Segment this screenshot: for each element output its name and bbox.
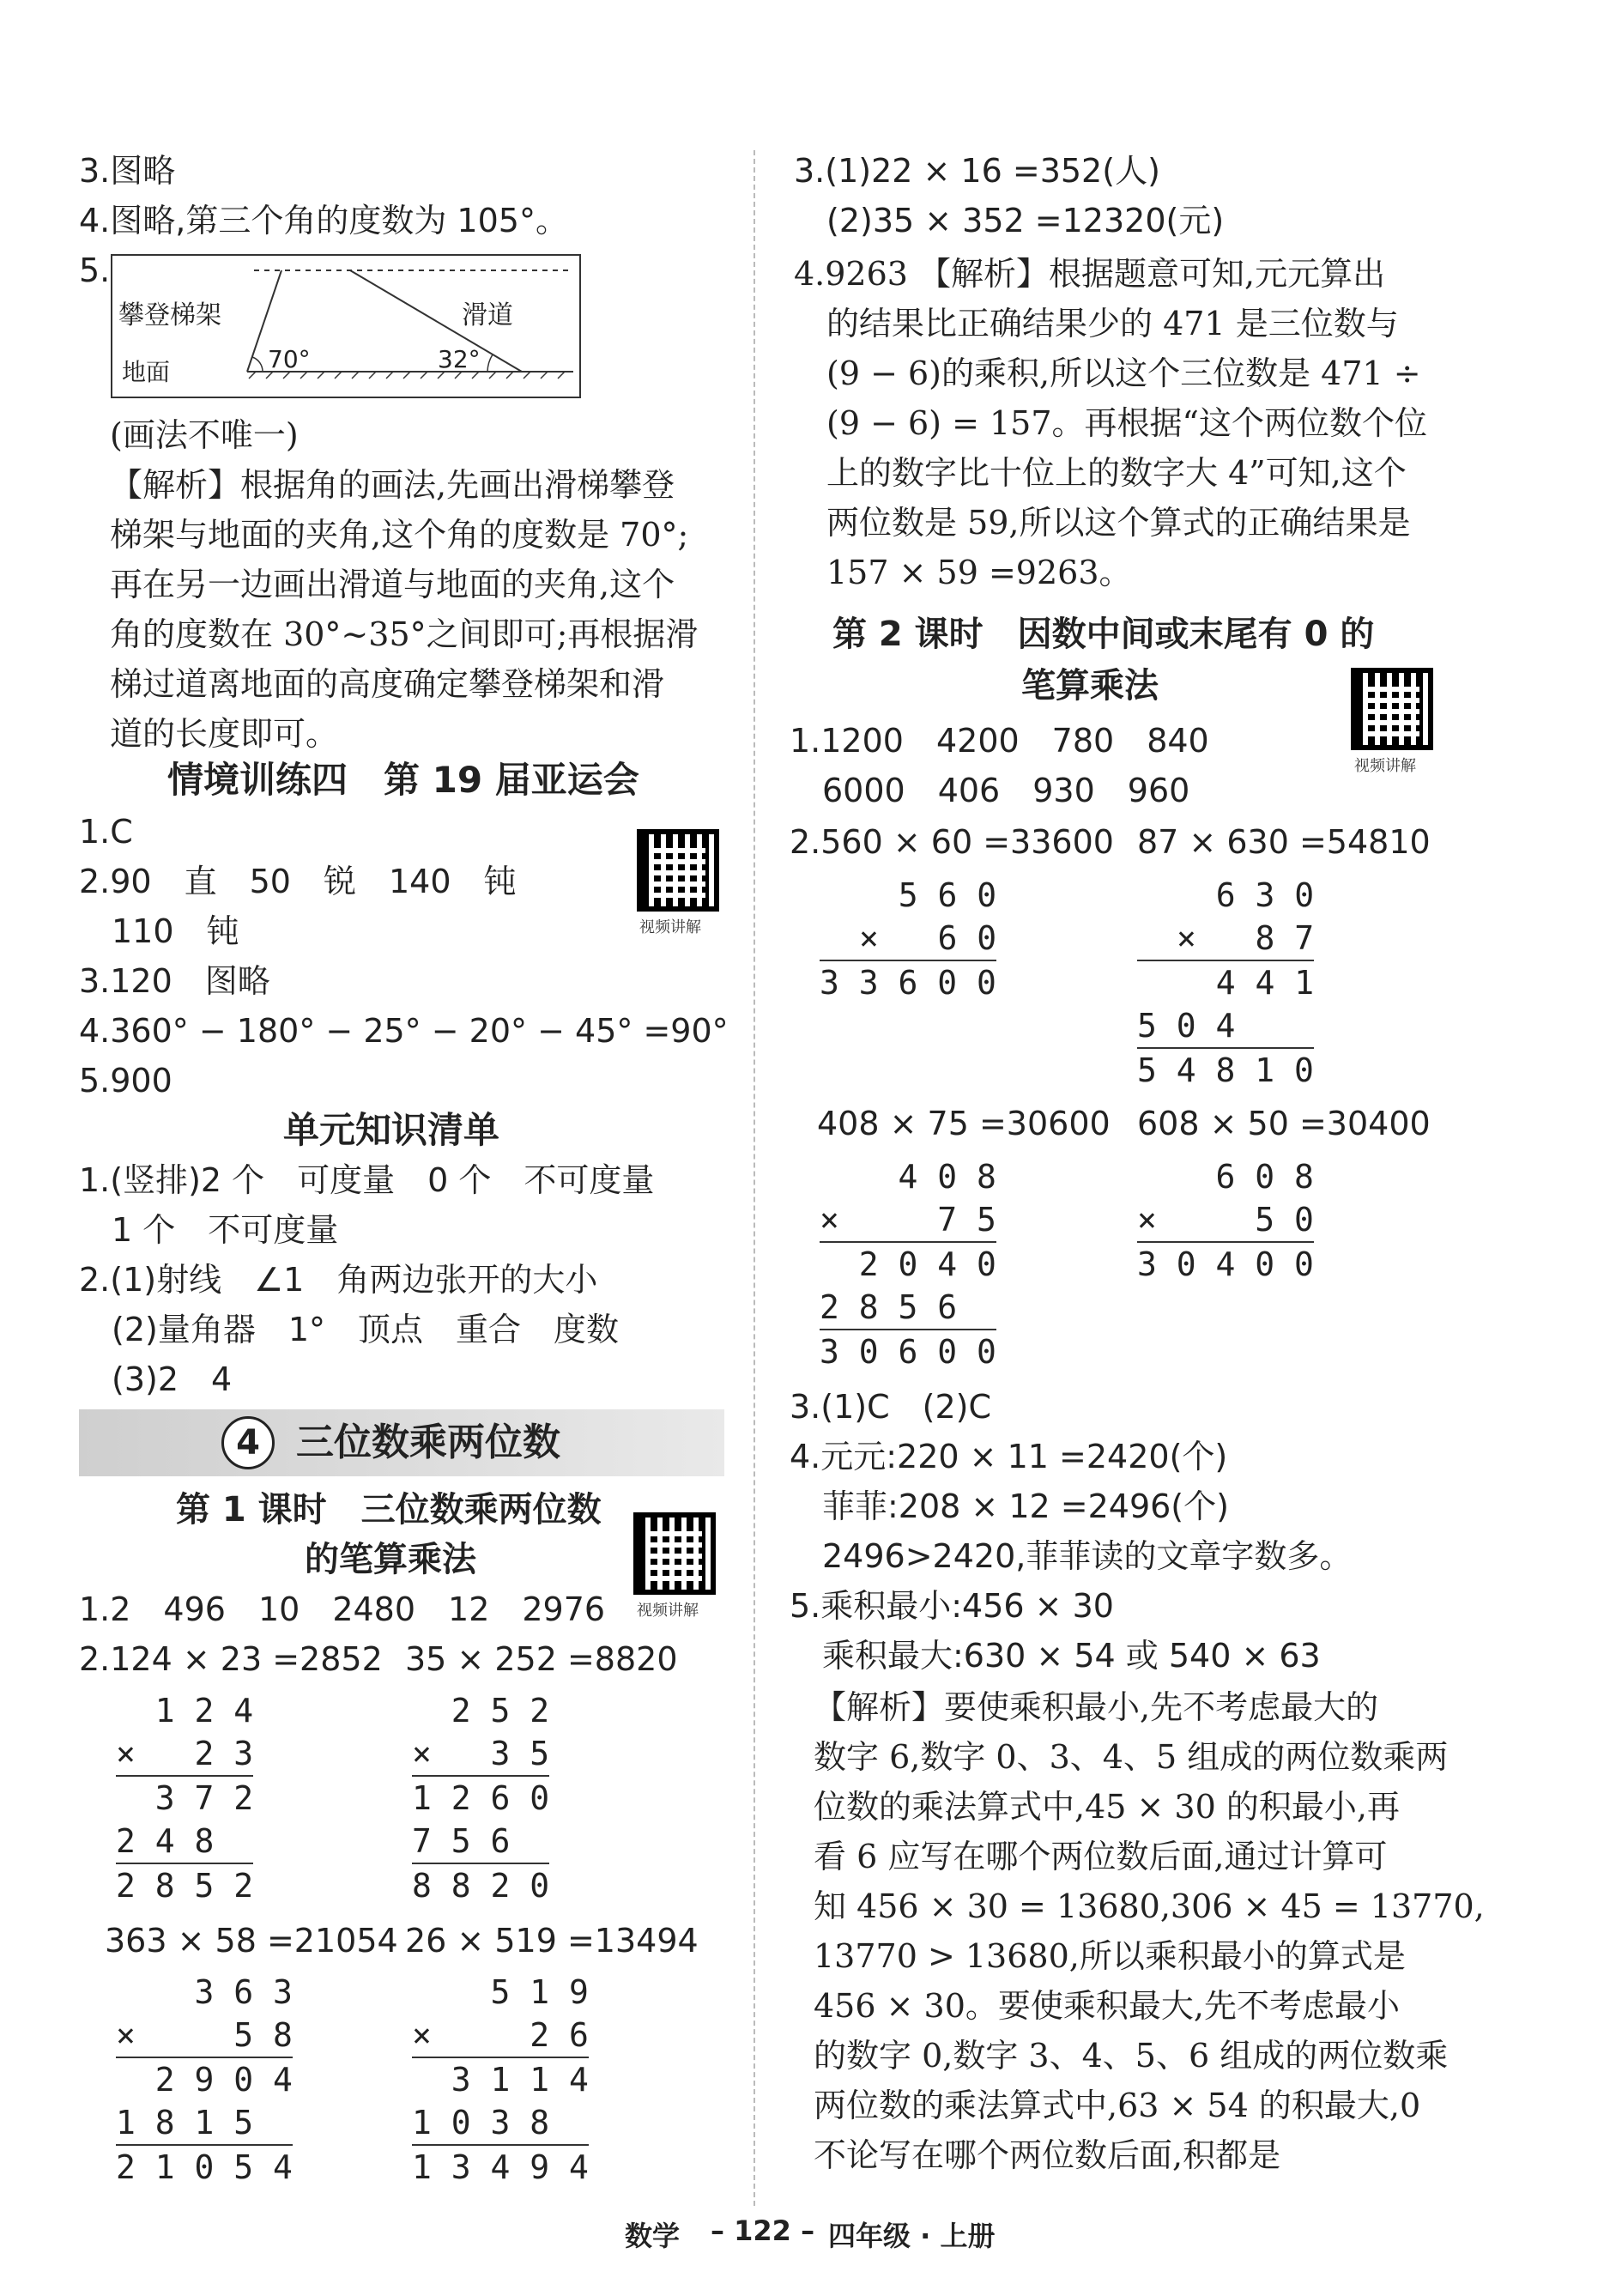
right-answer-4: (9 − 6)的乘积,所以这个三位数是 471 ÷ [794,354,1421,392]
training-line: 5.900 [79,1062,172,1100]
analysis-line: 13770 > 13680,所以乘积最小的算式是 [814,1937,1406,1975]
training-line: 3.120 图略 [79,962,270,1000]
qr-code-icon[interactable] [633,1512,716,1595]
analysis-line: 梯过道离地面的高度确定攀登梯架和滑 [110,665,665,703]
right-answer-4: 两位数是 59,所以这个算式的正确结果是 [794,504,1411,542]
section-title-training: 情境训练四 第 19 届亚运会 [167,759,639,801]
training-line: 110 钝 [79,912,239,950]
ground-label: 地面 [122,358,171,386]
checklist-line: 2.(1)射线 ∠1 角两边张开的大小 [79,1261,598,1299]
qr-label: 视频讲解 [637,1602,699,1620]
qr-code-icon[interactable] [1351,668,1433,750]
right-answer-4: 157 × 59 =9263。 [794,554,1132,591]
section-title-checklist: 单元知识清单 [283,1109,500,1151]
answer-4: 4.图略,第三个角的度数为 105°。 [79,202,568,239]
lesson2-q4: 4.元元:220 × 11 =2420(个) [790,1438,1228,1475]
analysis-line: 看 6 应写在哪个两位数后面,通过计算可 [814,1838,1388,1875]
footer-subject: 数学 [625,2220,681,2252]
answer-5-note: (画法不唯一) [110,416,299,454]
vertical-calc-560x60: 5 6 0 × 6 0 3 3 6 0 0 [820,876,997,1002]
analysis-line: 知 456 × 30 = 13680,306 × 45 = 13770, [814,1887,1485,1925]
right-answer-4: 的结果比正确结果少的 471 是三位数与 [794,305,1399,342]
lesson2-q5: 乘积最大:630 × 54 或 540 × 63 [790,1637,1321,1675]
analysis-line: 道的长度即可。 [110,715,339,753]
unit-title: 三位数乘两位数 [296,1421,560,1464]
lesson1-q2-c: 363 × 58 =21054 [105,1922,398,1960]
answer-3: 3.图略 [79,152,176,190]
lesson2-q2-d: 608 × 50 =30400 [1137,1105,1431,1142]
training-line: 2.90 直 50 锐 140 钝 [79,863,517,900]
slide-diagram [110,253,582,399]
lesson1-q1: 1.2 496 10 2480 12 2976 [79,1590,606,1628]
footer-grade: 四年级 · 上册 [828,2220,996,2252]
analysis-line: 不论写在哪个两位数后面,积都是 [814,2136,1281,2174]
qr-label: 视频讲解 [639,918,701,936]
lesson1-q2-a: 2.124 × 23 =2852 [79,1640,383,1678]
lesson-1-title: 第 1 课时 三位数乘两位数 [176,1490,602,1530]
lesson2-q4: 2496>2420,菲菲读的文章字数多。 [790,1537,1353,1575]
checklist-line: (3)2 4 [79,1360,233,1398]
right-answer-3: (2)35 × 352 =12320(元) [794,202,1225,239]
right-answer-4: (9 − 6) = 157。再根据“这个两位数个位 [794,404,1427,442]
slide-label: 滑道 [462,300,513,330]
analysis-line: 456 × 30。要使乘积最大,先不考虑最小 [814,1987,1400,2025]
analysis-line: 梯架与地面的夹角,这个角的度数是 70°; [110,516,689,554]
slide-diagram-svg [110,253,582,399]
vertical-calc-87x630: 6 3 0 × 8 7 4 4 1 5 0 4 5 4 8 1 0 [1137,876,1315,1089]
training-line: 1.C [79,813,133,851]
checklist-line: 1 个 不可度量 [79,1211,339,1249]
right-answer-4: 4.9263 【解析】根据题意可知,元元算出 [794,255,1386,293]
qr-label: 视频讲解 [1354,757,1416,775]
vertical-calc-35x252: 2 5 2 × 3 5 1 2 6 0 7 5 6 8 8 2 0 [412,1692,550,1905]
analysis-line: 两位数的乘法算式中,63 × 54 的积最大,0 [814,2087,1421,2124]
lesson2-q2-b: 87 × 630 =54810 [1137,823,1431,861]
training-line: 4.360° − 180° − 25° − 20° − 45° =90° [79,1012,729,1050]
lesson-2-title: 第 2 课时 因数中间或末尾有 0 的 [832,615,1375,654]
vertical-calc-26x519: 5 1 9 × 2 6 3 1 1 4 1 0 3 8 1 3 4 9 4 [412,1973,589,2186]
lesson-1-subtitle: 的笔算乘法 [305,1540,476,1579]
lesson2-q2-c: 408 × 75 =30600 [817,1105,1111,1142]
lesson2-q4: 菲菲:208 × 12 =2496(个) [790,1487,1229,1525]
analysis-line: 的数字 0,数字 3、4、5、6 组成的两位数乘 [814,2037,1449,2075]
vertical-calc-363x58: 3 6 3 × 5 8 2 9 0 4 1 8 1 5 2 1 0 5 4 [116,1973,293,2186]
angle-32-label: 32° [438,345,481,373]
column-divider [754,150,755,2206]
lesson-2-subtitle: 笔算乘法 [1021,666,1159,706]
analysis-line: 位数的乘法算式中,45 × 30 的积最小,再 [814,1788,1400,1826]
lesson2-q1: 6000 406 930 960 [790,772,1190,809]
checklist-line: 1.(竖排)2 个 可度量 0 个 不可度量 [79,1161,655,1199]
footer-page-number: – 122 – [711,2214,815,2247]
lesson2-q3: 3.(1)C (2)C [790,1388,991,1426]
lesson2-q2-a: 2.560 × 60 =33600 [790,823,1114,861]
analysis-line: 【解析】要使乘积最小,先不考虑最大的 [814,1688,1379,1726]
vertical-calc-608x50: 6 0 8 × 5 0 3 0 4 0 0 [1137,1158,1314,1283]
analysis-line: 角的度数在 30°~35°之间即可;再根据滑 [110,615,699,653]
lesson1-q2-b: 35 × 252 =8820 [405,1640,678,1678]
lesson1-q2-d: 26 × 519 =13494 [405,1922,699,1960]
qr-code-icon[interactable] [637,829,719,912]
checklist-line: (2)量角器 1° 顶点 重合 度数 [79,1311,620,1348]
right-answer-4: 上的数字比十位上的数字大 4”可知,这个 [794,454,1407,492]
analysis-line: 数字 6,数字 0、3、4、5 组成的两位数乘两 [814,1738,1449,1776]
lesson2-q1: 1.1200 4200 780 840 [790,722,1209,760]
vertical-calc-408x75: 4 0 8 × 7 5 2 0 4 0 2 8 5 6 3 0 6 0 0 [820,1158,996,1371]
angle-70-label: 70° [268,345,311,373]
right-answer-3: 3.(1)22 × 16 =352(人) [794,152,1160,190]
analysis-line: 再在另一边画出滑道与地面的夹角,这个 [110,566,675,603]
unit-number: 4 [221,1416,275,1469]
vertical-calc-124x23: 1 2 4 × 2 3 3 7 2 2 4 8 2 8 5 2 [116,1692,254,1905]
analysis-line: 【解析】根据角的画法,先画出滑梯攀登 [110,466,675,504]
lesson2-q5: 5.乘积最小:456 × 30 [790,1587,1114,1625]
answer-5-label: 5. [79,251,111,289]
ladder-label: 攀登梯架 [118,300,221,330]
